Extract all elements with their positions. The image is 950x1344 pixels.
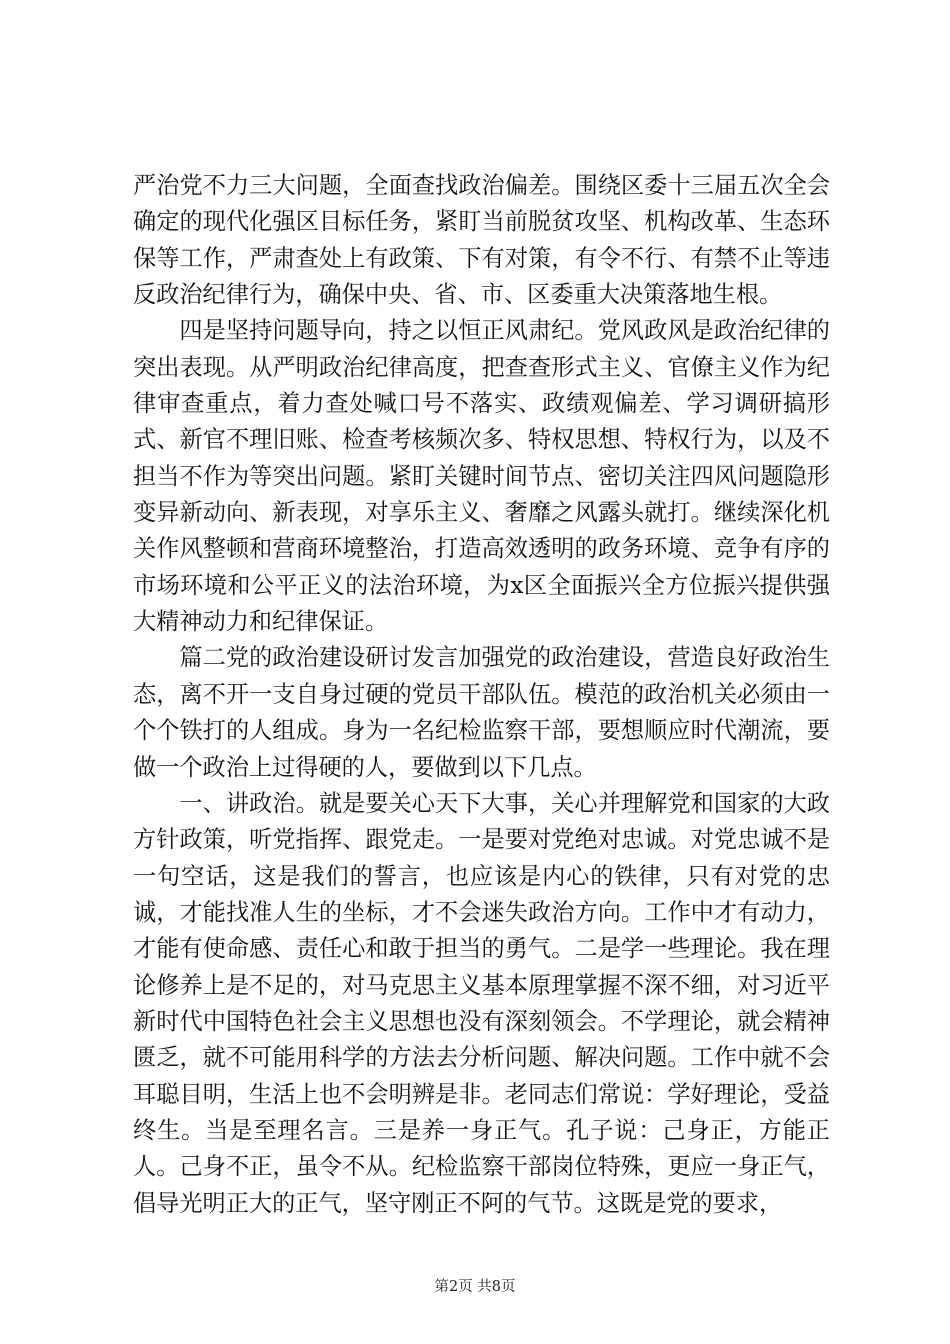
- paragraph-2: 四是坚持问题导向，持之以恒正风肃纪。党风政风是政治纪律的突出表现。从严明政治纪律高度，把查查形式主义、官僚主义作为纪律审查重点，着力查处喊口号不落实、政绩观偏差、学习调研搞形式、新官不理旧账、检查考核频次多、特权思想、特权行为，以及不担当不作为等突出问题。紧盯关键时间节点、密切关注四风问题隐形变异新动向、新表现，对享乐主义、奢靡之风露头就打。继续深化机关作风整顿和营商环境整治，打造高效透明的政务环境、竞争有序的市场环境和公平正义的法治环境，为x区全面振兴全方位振兴提供强大精神动力和纪律保证。: [133, 317, 830, 636]
- paragraph-3: 篇二党的政治建设研讨发言加强党的政治建设，营造良好政治生态，离不开一支自身过硬的党员干部队伍。模范的政治机关必须由一个个铁打的人组成。身为一名纪检监察干部，要想顺应时代潮流，要做一个政治上过得硬的人，要做到以下几点。: [133, 644, 830, 781]
- document-body: [133, 168, 830, 1222]
- page-number-footer: 第2页 共8页: [434, 1279, 516, 1295]
- paragraph-4: 一、讲政治。就是要关心天下大事，关心并理解党和国家的大政方针政策，听党指挥、跟党走。一是要对党绝对忠诚。对党忠诚不是一句空话，这是我们的誓言，也应该是内心的铁律，只有对党的忠诚，才能找准人生的坐标，才不会迷失政治方向。工作中才有动力，才能有使命感、责任心和敢于担当的勇气。二是学一些理论。我在理论修养上是不足的，对马克思主义基本原理掌握不深不细，对习近平新时代中国特色社会主义思想也没有深刻领会。不学理论，就会精神匮乏，就不可能用科学的方法去分析问题、解决问题。工作中就不会耳聪目明，生活上也不会明辨是非。老同志们常说：学好理论，受益终生。当是至理名言。三是养一身正气。孔子说：己身正，方能正人。己身不正，虽令不从。纪检监察干部岗位特殊，更应一身正气，倡导光明正大的正气，坚守刚正不阿的气节。这既是党的要求，: [133, 789, 830, 1217]
- paragraph-1: 严治党不力三大问题，全面查找政治偏差。围绕区委十三届五次全会确定的现代化强区目标任务，紧盯当前脱贫攻坚、机构改革、生态环保等工作，严肃查处上有政策、下有对策，有令不行、有禁不止等违反政治纪律行为，确保中央、省、市、区委重大决策落地生根。: [133, 172, 830, 309]
